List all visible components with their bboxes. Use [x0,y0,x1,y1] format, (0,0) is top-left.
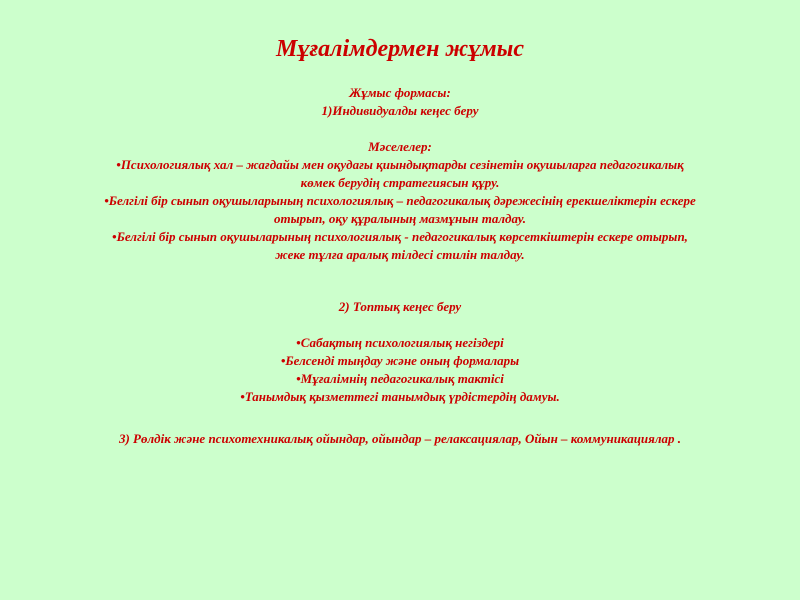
group-item: •Сабақтың психологиялық негіздері [296,335,504,350]
form-1-individual: 1)Индивидуалды кеңес беру [321,103,479,118]
form-3-games: 3) Рөлдік және психотехникалық ойындар, ойындар – релаксациялар, Ойын – коммуникациялар . [118,431,682,446]
problem-3-line-2: жеке тұлға аралық тілдесі стилін талдау. [275,247,525,262]
group-item: •Танымдық қызметтегі танымдық үрдістердің дамуы. [240,389,560,404]
problem-2-line-2: отырып, оқу құралының мазмұнын талдау. [273,211,526,226]
form-2-group: 2) Топтық кеңес беру [338,299,462,314]
problem-1-line-1: •Психологиялық хал – жағдайы мен оқудағы қиындықтарды сезінетін оқушыларға педагогикалық [116,157,684,172]
group-item: •Белсенді тыңдау және оның формалары [280,353,520,368]
problems-heading: Мәселелер: [368,139,432,154]
group-item: •Мұғалімнің педагогикалық тактісі [296,371,504,386]
work-form-heading: Жұмыс формасы: [349,85,451,100]
problem-3-line-1: •Белгілі бір сынып оқушыларының психологиялық - педагогикалық көрсеткіштерін ескере отырып, [112,229,688,244]
slide-title: Мұғалімдермен жұмыс [275,36,524,62]
problem-1-line-2: көмек берудің стратегиясын құру. [300,175,500,190]
problem-2-line-1: •Белгілі бір сынып оқушыларының психологиялық – педагогикалық дәрежесінің ерекшеліктерін ескере [104,193,696,208]
